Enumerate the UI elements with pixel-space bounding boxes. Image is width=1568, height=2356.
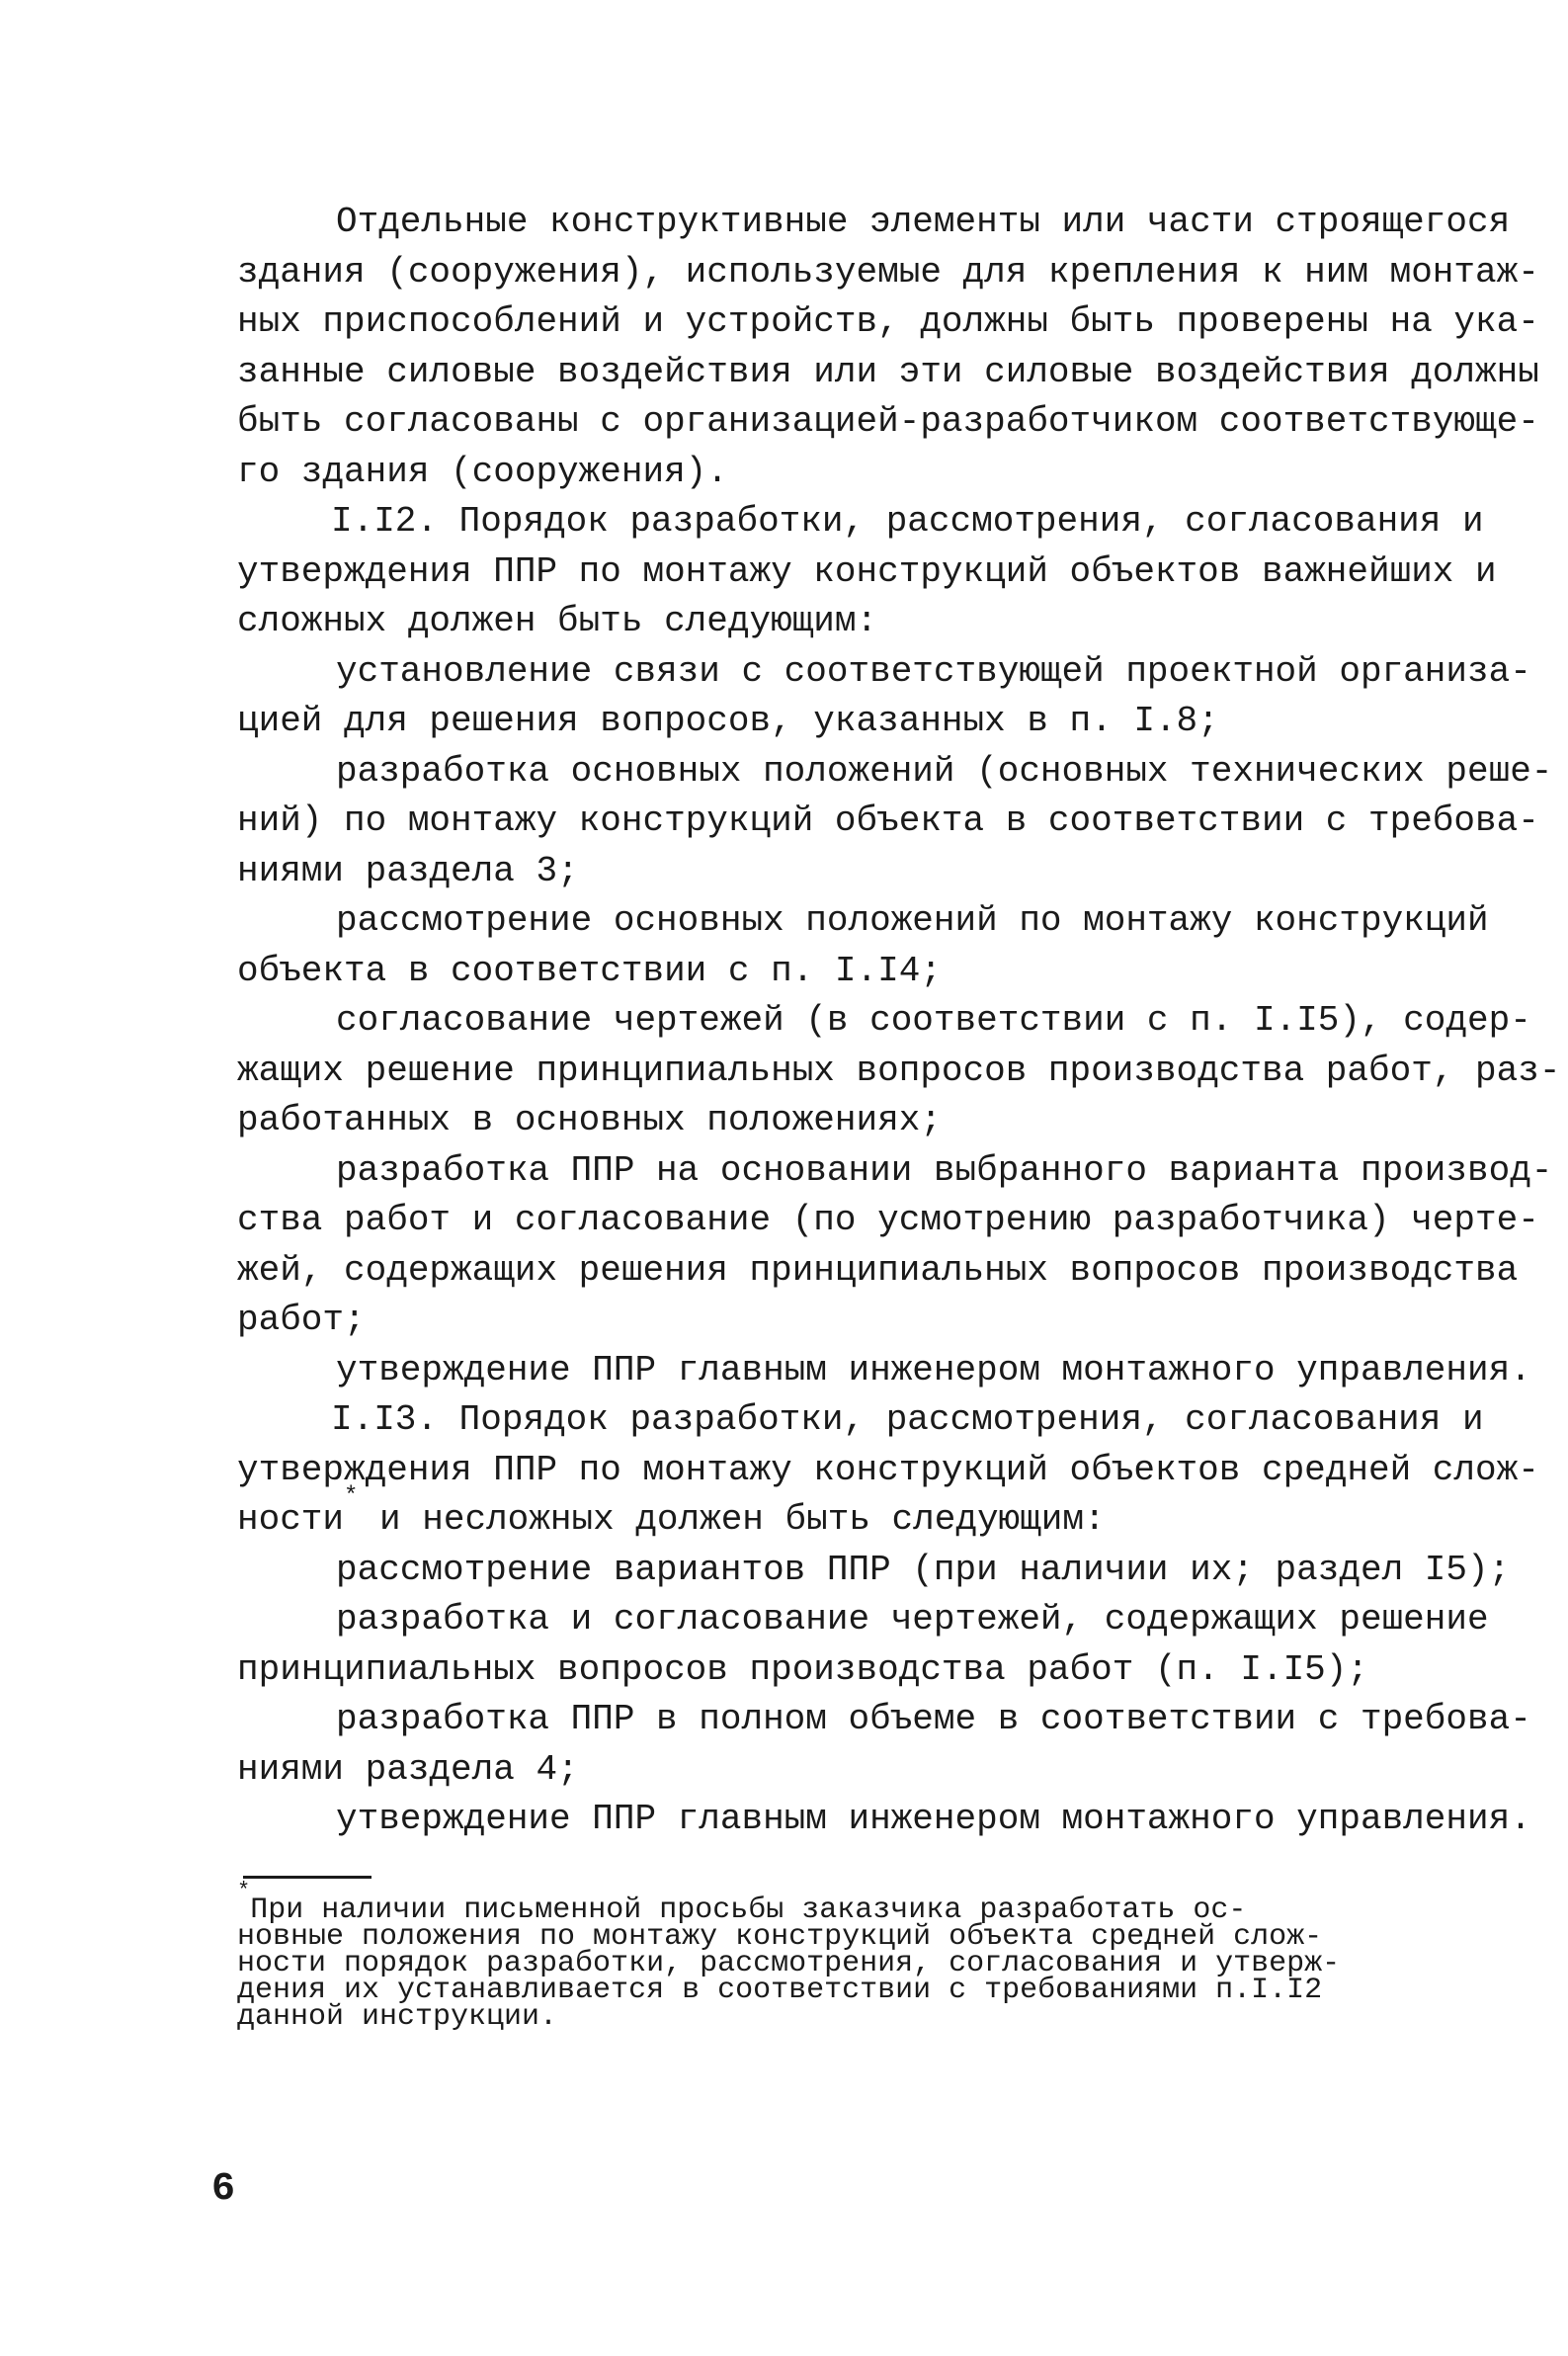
text-line: Отдельные конструктивные элементы или части строящегося: [336, 202, 1511, 242]
text-line: рассмотрение основных положений по монтажу конструкций: [336, 900, 1489, 941]
text-line: установление связи с соответствующей проектной организа-: [336, 650, 1531, 692]
text-line: ниями раздела 3;: [237, 850, 579, 891]
footnote-divider: [243, 1876, 371, 1879]
text-line: согласование чертежей (в соответствии с п. I.I5), содер-: [336, 1000, 1531, 1041]
footnote-marker: *: [237, 1879, 251, 1903]
text-line: объекта в соответствии с п. I.I4;: [237, 950, 942, 991]
text-line: утверждение ППР главным инженером монтажного управления.: [336, 1799, 1531, 1839]
footnote-line: ности порядок разработки, рассмотрения, согласования и утверж-: [237, 1947, 1341, 1980]
text-line: принципиальных вопросов производства работ (п. I.I5);: [237, 1648, 1368, 1690]
body-text: [237, 198, 1561, 1845]
text-line: разработка ППР в полном объеме в соответствии с требова-: [336, 1699, 1531, 1739]
text-line: быть согласованы с организацией-разработчиком соответствующе-: [237, 401, 1539, 442]
text-line: утверждения ППР по монтажу конструкций объектов важнейших и: [237, 550, 1497, 592]
text-line: работ;: [237, 1300, 366, 1340]
text-line: жащих решение принципиальных вопросов производства работ, раз-: [237, 1050, 1561, 1091]
text-line: ства работ и согласование (по усмотрению разработчика) черте-: [237, 1200, 1539, 1240]
text-line: жей, содержащих решения принципиальных вопросов производства: [237, 1249, 1519, 1291]
footnote-marker: *: [344, 1483, 359, 1510]
text-line: разработка и согласование чертежей, содержащих решение: [336, 1599, 1489, 1640]
text-line: го здания (сооружения).: [237, 451, 728, 492]
text-fragment: ности: [237, 1499, 345, 1540]
text-line: утверждения ППР по монтажу конструкций объектов средней слож-: [237, 1449, 1539, 1490]
footnote-line: новные положения по монтажу конструкций объекта средней слож-: [237, 1920, 1323, 1954]
text-fragment: При наличии письменной просьбы заказчика разработать ос-: [250, 1893, 1247, 1927]
page-number: 6: [211, 2167, 236, 2212]
text-line: рассмотрение вариантов ППР (при наличии их; раздел I5);: [336, 1549, 1511, 1590]
text-fragment: и несложных должен быть следующим:: [379, 1499, 1106, 1540]
text-line: ниями раздела 4;: [237, 1748, 579, 1790]
text-line: здания (сооружения), используемые для крепления к ним монтаж-: [237, 251, 1539, 293]
text-line: цией для решения вопросов, указанных в п. I.8;: [237, 701, 1219, 741]
text-line: утверждение ППР главным инженером монтажного управления.: [336, 1349, 1531, 1390]
text-line: [237, 1483, 1423, 1546]
footnote-line: данной инструкции.: [237, 2000, 558, 2034]
text-line: занные силовые воздействия или эти силовые воздействия должны: [237, 351, 1539, 392]
text-line: ний) по монтажу конструкций объекта в соответствии с требова-: [237, 800, 1539, 841]
footnote-line: дения их устанавливается в соответствии с требованиями п.I.I2: [237, 1974, 1323, 2007]
footnote: [237, 1879, 1418, 2034]
text-line: разработка ППР на основании выбранного варианта производ-: [336, 1149, 1553, 1191]
text-line: I.I2. Порядок разработки, рассмотрения, согласования и: [331, 501, 1484, 542]
text-line: сложных должен быть следующим:: [237, 601, 878, 641]
text-line: I.I3. Порядок разработки, рассмотрения, согласования и: [331, 1399, 1484, 1440]
text-line: разработка основных положений (основных технических реше-: [336, 750, 1553, 792]
text-line: ных приспособлений и устройств, должны быть проверены на ука-: [237, 301, 1539, 342]
text-line: работанных в основных положениях;: [237, 1100, 942, 1140]
